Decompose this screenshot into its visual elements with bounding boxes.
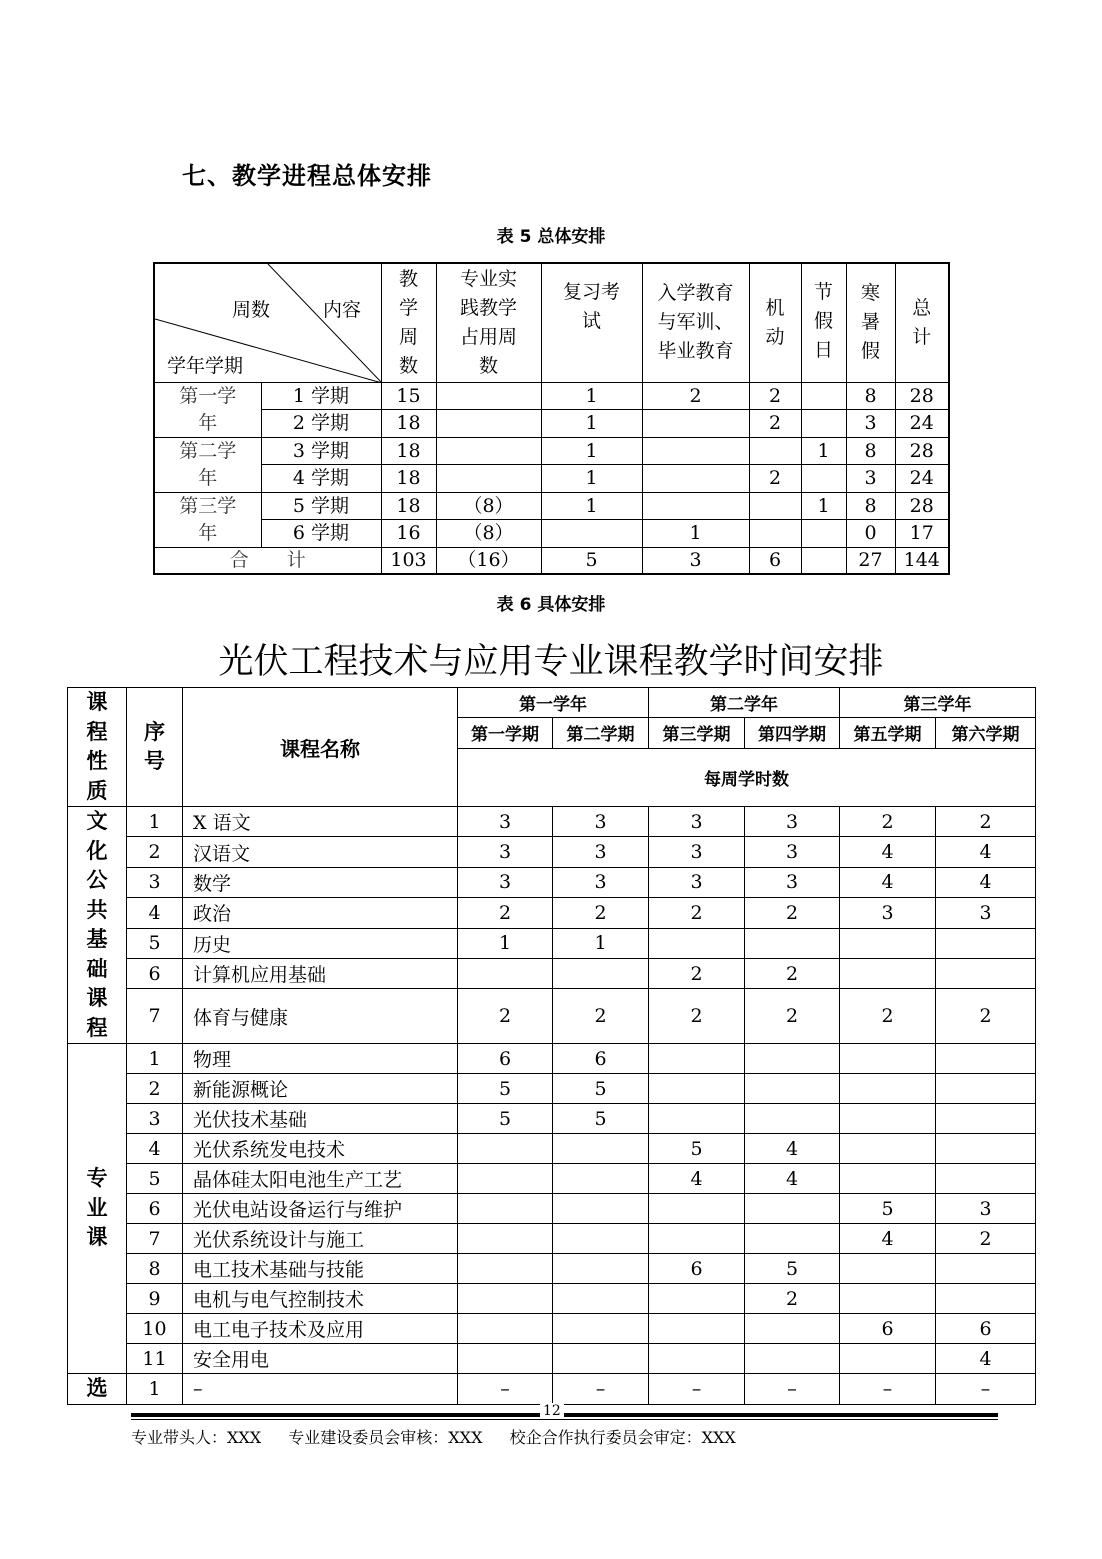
header-practice-weeks: 专业实践教学占用周数 bbox=[436, 263, 541, 382]
weekly-hours-cell: 2 bbox=[745, 958, 840, 988]
weekly-hours-cell: 2 bbox=[553, 989, 649, 1044]
weekly-hours-cell bbox=[458, 1224, 553, 1254]
weekly-hours-cell: 4 bbox=[936, 867, 1036, 897]
total-label: 合 计 bbox=[154, 547, 381, 574]
course-number: 3 bbox=[127, 1104, 183, 1134]
table-row bbox=[68, 898, 1036, 928]
weekly-hours-cell bbox=[745, 1074, 840, 1104]
weekly-hours-cell: 4 bbox=[936, 1344, 1036, 1374]
value-cell: 18 bbox=[381, 410, 436, 438]
course-number: 1 bbox=[127, 1374, 183, 1405]
course-name: 晶体硅太阳电池生产工艺 bbox=[183, 1164, 458, 1194]
weekly-hours-cell bbox=[649, 1284, 745, 1314]
weekly-hours-cell: 5 bbox=[553, 1104, 649, 1134]
total-cell bbox=[801, 547, 846, 574]
footer-rule-thick bbox=[131, 1413, 998, 1417]
weekly-hours-cell: 2 bbox=[840, 989, 936, 1044]
course-name: 物理 bbox=[183, 1044, 458, 1074]
course-name: 电工技术基础与技能 bbox=[183, 1254, 458, 1284]
value-cell: 2 bbox=[642, 382, 749, 410]
weekly-hours-cell: 5 bbox=[458, 1074, 553, 1104]
weekly-hours-cell bbox=[649, 928, 745, 958]
weekly-hours-cell bbox=[840, 1134, 936, 1164]
corner-label-year-term: 学年学期 bbox=[167, 355, 244, 377]
course-name: 电工电子技术及应用 bbox=[183, 1314, 458, 1344]
value-cell bbox=[642, 492, 749, 520]
value-cell bbox=[436, 437, 541, 465]
course-name: 电机与电气控制技术 bbox=[183, 1284, 458, 1314]
weekly-hours-cell: – bbox=[745, 1374, 840, 1405]
table-row bbox=[68, 1194, 1036, 1224]
value-cell bbox=[436, 465, 541, 493]
term-cell: 5 学期 bbox=[261, 492, 381, 520]
weekly-hours-cell: 2 bbox=[553, 898, 649, 928]
course-number: 11 bbox=[127, 1344, 183, 1374]
course-name: 光伏电站设备运行与维护 bbox=[183, 1194, 458, 1224]
value-cell bbox=[749, 520, 801, 548]
weekly-hours-cell: 4 bbox=[936, 837, 1036, 867]
total-cell: 144 bbox=[895, 547, 949, 574]
value-cell: 1 bbox=[801, 492, 846, 520]
value-cell: 18 bbox=[381, 465, 436, 493]
table-row bbox=[68, 1164, 1036, 1194]
weekly-hours-cell: 6 bbox=[936, 1314, 1036, 1344]
weekly-hours-cell bbox=[936, 1164, 1036, 1194]
weekly-hours-cell: 4 bbox=[840, 837, 936, 867]
header-holidays: 节假日 bbox=[801, 263, 846, 382]
course-number: 7 bbox=[127, 989, 183, 1044]
value-cell bbox=[642, 410, 749, 438]
weekly-hours-cell: 4 bbox=[745, 1164, 840, 1194]
course-number: 7 bbox=[127, 1224, 183, 1254]
value-cell: 2 bbox=[749, 382, 801, 410]
course-category: 专业课 bbox=[68, 1044, 127, 1374]
weekly-hours-cell: 3 bbox=[553, 807, 649, 837]
value-cell: 15 bbox=[381, 382, 436, 410]
weekly-hours-cell: 3 bbox=[458, 837, 553, 867]
header-flexible: 机动 bbox=[749, 263, 801, 382]
footer-coop-approval: 校企合作执行委员会审定：XXX bbox=[509, 1428, 736, 1447]
course-number: 3 bbox=[127, 867, 183, 897]
value-cell: 28 bbox=[895, 437, 949, 465]
weekly-hours-cell bbox=[745, 1314, 840, 1344]
header-vacation: 寒暑假 bbox=[846, 263, 895, 382]
weekly-hours-cell bbox=[649, 1044, 745, 1074]
value-cell: 8 bbox=[846, 492, 895, 520]
weekly-hours-cell bbox=[936, 1104, 1036, 1134]
weekly-hours-cell bbox=[458, 1134, 553, 1164]
weekly-hours-cell bbox=[553, 1254, 649, 1284]
page-number: 12 bbox=[540, 1403, 564, 1419]
value-cell bbox=[749, 492, 801, 520]
year-cell: 第一学年 bbox=[154, 382, 261, 437]
weekly-hours-cell: 5 bbox=[840, 1194, 936, 1224]
table5-caption: 表 5 总体安排 bbox=[496, 227, 606, 247]
weekly-hours-cell bbox=[840, 1284, 936, 1314]
weekly-hours-cell: 3 bbox=[553, 867, 649, 897]
weekly-hours-cell: 3 bbox=[745, 807, 840, 837]
weekly-hours-cell bbox=[458, 1194, 553, 1224]
term-cell: 4 学期 bbox=[261, 465, 381, 493]
weekly-hours-cell: 5 bbox=[458, 1104, 553, 1134]
weekly-hours-cell: 2 bbox=[745, 898, 840, 928]
weekly-hours-cell bbox=[840, 958, 936, 988]
weekly-hours-cell bbox=[553, 1224, 649, 1254]
weekly-hours-cell: 3 bbox=[745, 837, 840, 867]
value-cell: 2 bbox=[749, 410, 801, 438]
header-weekly-hours: 每周学时数 bbox=[458, 748, 1036, 806]
table-row bbox=[68, 1044, 1036, 1074]
weekly-hours-cell bbox=[936, 1044, 1036, 1074]
value-cell: 24 bbox=[895, 410, 949, 438]
course-category: 选 bbox=[68, 1374, 127, 1405]
weekly-hours-cell bbox=[649, 1074, 745, 1104]
weekly-hours-cell bbox=[936, 1134, 1036, 1164]
table-row bbox=[68, 867, 1036, 897]
course-name: 汉语文 bbox=[183, 837, 458, 867]
value-cell bbox=[801, 382, 846, 410]
footer-lead: 专业带头人：XXX bbox=[131, 1428, 262, 1447]
weekly-hours-cell bbox=[458, 1164, 553, 1194]
course-name: 历史 bbox=[183, 928, 458, 958]
weekly-hours-cell: 4 bbox=[840, 1224, 936, 1254]
header-year: 第二学年 bbox=[649, 688, 840, 718]
weekly-hours-cell: 2 bbox=[649, 898, 745, 928]
weekly-hours-cell bbox=[745, 1044, 840, 1074]
value-cell: 1 bbox=[801, 437, 846, 465]
weekly-hours-cell bbox=[745, 1344, 840, 1374]
weekly-hours-cell bbox=[649, 1194, 745, 1224]
weekly-hours-cell bbox=[936, 1284, 1036, 1314]
weekly-hours-cell: 3 bbox=[553, 837, 649, 867]
value-cell: 1 bbox=[541, 410, 642, 438]
weekly-hours-cell: 2 bbox=[936, 989, 1036, 1044]
header-year: 第三学年 bbox=[840, 688, 1036, 718]
table-row bbox=[68, 989, 1036, 1044]
weekly-hours-cell: 2 bbox=[649, 958, 745, 988]
weekly-hours-cell bbox=[936, 928, 1036, 958]
value-cell: 8 bbox=[846, 437, 895, 465]
table-row bbox=[68, 1344, 1036, 1374]
weekly-hours-cell bbox=[840, 1164, 936, 1194]
header-course-nature: 课程性质 bbox=[68, 688, 127, 807]
course-name: 新能源概论 bbox=[183, 1074, 458, 1104]
value-cell: 8 bbox=[846, 382, 895, 410]
course-number: 4 bbox=[127, 1134, 183, 1164]
weekly-hours-cell bbox=[458, 1284, 553, 1314]
value-cell: 2 bbox=[749, 465, 801, 493]
course-number: 1 bbox=[127, 1044, 183, 1074]
term-cell: 1 学期 bbox=[261, 382, 381, 410]
weekly-hours-cell bbox=[553, 958, 649, 988]
weekly-hours-cell bbox=[458, 1344, 553, 1374]
weekly-hours-cell: 3 bbox=[936, 1194, 1036, 1224]
weekly-hours-cell: 3 bbox=[840, 898, 936, 928]
weekly-hours-cell: 2 bbox=[458, 898, 553, 928]
value-cell bbox=[801, 520, 846, 548]
weekly-hours-cell: 1 bbox=[553, 928, 649, 958]
value-cell bbox=[642, 437, 749, 465]
footer-committee-review: 专业建设委员会审核：XXX bbox=[288, 1428, 483, 1447]
header-seq-no: 序号 bbox=[127, 688, 183, 807]
weekly-hours-cell bbox=[553, 1314, 649, 1344]
weekly-hours-cell: 3 bbox=[649, 807, 745, 837]
weekly-hours-cell: 5 bbox=[745, 1254, 840, 1284]
corner-header-cell bbox=[154, 263, 381, 382]
footer-signatures bbox=[131, 1425, 758, 1448]
course-number: 5 bbox=[127, 1164, 183, 1194]
course-name: 体育与健康 bbox=[183, 989, 458, 1044]
weekly-hours-cell: 1 bbox=[458, 928, 553, 958]
course-name: – bbox=[183, 1374, 458, 1405]
weekly-hours-cell: 2 bbox=[745, 989, 840, 1044]
value-cell: 1 bbox=[541, 382, 642, 410]
weekly-hours-cell: 3 bbox=[649, 867, 745, 897]
course-name: 光伏系统设计与施工 bbox=[183, 1224, 458, 1254]
value-cell: 1 bbox=[642, 520, 749, 548]
course-number: 6 bbox=[127, 958, 183, 988]
course-number: 2 bbox=[127, 1074, 183, 1104]
course-name: 安全用电 bbox=[183, 1344, 458, 1374]
weekly-hours-cell: 6 bbox=[458, 1044, 553, 1074]
table6-caption: 表 6 具体安排 bbox=[496, 595, 606, 615]
course-name: 光伏系统发电技术 bbox=[183, 1134, 458, 1164]
term-cell: 3 学期 bbox=[261, 437, 381, 465]
weekly-hours-cell bbox=[936, 1074, 1036, 1104]
value-cell bbox=[801, 465, 846, 493]
weekly-hours-cell: 3 bbox=[745, 867, 840, 897]
weekly-hours-cell: 6 bbox=[649, 1254, 745, 1284]
weekly-hours-cell bbox=[840, 1344, 936, 1374]
corner-label-content: 内容 bbox=[323, 299, 362, 321]
total-cell: 6 bbox=[749, 547, 801, 574]
schedule-title: 光伏工程技术与应用专业课程教学时间安排 bbox=[218, 642, 884, 682]
header-total: 总计 bbox=[895, 263, 949, 382]
weekly-hours-cell: 4 bbox=[649, 1164, 745, 1194]
header-teaching-weeks: 教学周数 bbox=[381, 263, 436, 382]
total-cell: 5 bbox=[541, 547, 642, 574]
weekly-hours-cell bbox=[649, 1344, 745, 1374]
weekly-hours-cell bbox=[745, 1224, 840, 1254]
weekly-hours-cell: 3 bbox=[458, 867, 553, 897]
course-number: 2 bbox=[127, 837, 183, 867]
value-cell: 24 bbox=[895, 465, 949, 493]
header-year: 第一学年 bbox=[458, 688, 649, 718]
value-cell: （8） bbox=[436, 520, 541, 548]
weekly-hours-cell: 6 bbox=[840, 1314, 936, 1344]
table-row bbox=[68, 958, 1036, 988]
table-row bbox=[68, 1104, 1036, 1134]
value-cell: 1 bbox=[541, 465, 642, 493]
course-number: 8 bbox=[127, 1254, 183, 1284]
weekly-hours-cell bbox=[745, 1104, 840, 1134]
header-term: 第五学期 bbox=[840, 717, 936, 748]
course-number: 5 bbox=[127, 928, 183, 958]
course-number: 1 bbox=[127, 807, 183, 837]
value-cell: 1 bbox=[541, 437, 642, 465]
weekly-hours-cell bbox=[936, 958, 1036, 988]
weekly-hours-cell: 5 bbox=[649, 1134, 745, 1164]
total-cell: 3 bbox=[642, 547, 749, 574]
table-row bbox=[68, 807, 1036, 837]
section-title: 七、教学进程总体安排 bbox=[182, 162, 432, 190]
course-name: 计算机应用基础 bbox=[183, 958, 458, 988]
value-cell: 18 bbox=[381, 492, 436, 520]
course-number: 10 bbox=[127, 1314, 183, 1344]
year-cell: 第二学年 bbox=[154, 437, 261, 492]
course-category: 文化公共基础课程 bbox=[68, 807, 127, 1044]
course-name: 光伏技术基础 bbox=[183, 1104, 458, 1134]
weekly-hours-cell bbox=[553, 1164, 649, 1194]
term-cell: 2 学期 bbox=[261, 410, 381, 438]
header-term: 第三学期 bbox=[649, 717, 745, 748]
weekly-hours-cell: – bbox=[649, 1374, 745, 1405]
weekly-hours-cell: 2 bbox=[936, 1224, 1036, 1254]
weekly-hours-cell bbox=[840, 1254, 936, 1284]
weekly-hours-cell: 2 bbox=[745, 1284, 840, 1314]
header-term: 第一学期 bbox=[458, 717, 553, 748]
value-cell: 1 bbox=[541, 492, 642, 520]
value-cell: 17 bbox=[895, 520, 949, 548]
table-row bbox=[68, 928, 1036, 958]
weekly-hours-cell: 6 bbox=[553, 1044, 649, 1074]
total-cell: 103 bbox=[381, 547, 436, 574]
weekly-hours-cell bbox=[840, 1044, 936, 1074]
weekly-hours-cell: 3 bbox=[649, 837, 745, 867]
weekly-hours-cell bbox=[553, 1194, 649, 1224]
header-course-name: 课程名称 bbox=[183, 688, 458, 807]
weekly-hours-cell: 4 bbox=[840, 867, 936, 897]
weekly-hours-cell bbox=[458, 1314, 553, 1344]
weekly-hours-cell: 2 bbox=[649, 989, 745, 1044]
weekly-hours-cell bbox=[745, 928, 840, 958]
value-cell bbox=[436, 410, 541, 438]
total-cell: （16） bbox=[436, 547, 541, 574]
table-row bbox=[68, 1074, 1036, 1104]
weekly-hours-cell: 4 bbox=[745, 1134, 840, 1164]
value-cell bbox=[801, 410, 846, 438]
corner-label-weeks: 周数 bbox=[232, 299, 271, 321]
value-cell bbox=[541, 520, 642, 548]
weekly-hours-cell: – bbox=[840, 1374, 936, 1405]
table-row bbox=[68, 837, 1036, 867]
weekly-hours-cell bbox=[840, 928, 936, 958]
header-term: 第二学期 bbox=[553, 717, 649, 748]
weekly-hours-cell: 3 bbox=[458, 807, 553, 837]
course-name: 政治 bbox=[183, 898, 458, 928]
weekly-hours-cell bbox=[840, 1074, 936, 1104]
table-row bbox=[68, 1284, 1036, 1314]
course-number: 6 bbox=[127, 1194, 183, 1224]
term-cell: 6 学期 bbox=[261, 520, 381, 548]
weekly-hours-cell bbox=[745, 1194, 840, 1224]
weekly-hours-cell: – bbox=[553, 1374, 649, 1405]
course-number: 9 bbox=[127, 1284, 183, 1314]
course-name: 数学 bbox=[183, 867, 458, 897]
weekly-hours-cell bbox=[840, 1104, 936, 1134]
weekly-hours-cell bbox=[649, 1314, 745, 1344]
value-cell: 3 bbox=[846, 465, 895, 493]
weekly-hours-cell bbox=[553, 1344, 649, 1374]
value-cell: 16 bbox=[381, 520, 436, 548]
header-orientation: 入学教育与军训、毕业教育 bbox=[642, 263, 749, 382]
weekly-hours-cell: 2 bbox=[840, 807, 936, 837]
course-schedule-table bbox=[67, 687, 1036, 1405]
overall-schedule-table bbox=[153, 262, 950, 575]
weekly-hours-cell bbox=[553, 1134, 649, 1164]
table-row bbox=[68, 1254, 1036, 1284]
course-name: X 语文 bbox=[183, 807, 458, 837]
table-row bbox=[68, 1374, 1036, 1405]
weekly-hours-cell bbox=[649, 1224, 745, 1254]
year-cell: 第三学年 bbox=[154, 492, 261, 547]
value-cell bbox=[642, 465, 749, 493]
weekly-hours-cell bbox=[458, 1254, 553, 1284]
header-review-exam: 复习考试 bbox=[541, 263, 642, 382]
weekly-hours-cell: – bbox=[936, 1374, 1036, 1405]
weekly-hours-cell bbox=[553, 1284, 649, 1314]
weekly-hours-cell: 3 bbox=[936, 898, 1036, 928]
weekly-hours-cell bbox=[936, 1254, 1036, 1284]
value-cell: 3 bbox=[846, 410, 895, 438]
total-cell: 27 bbox=[846, 547, 895, 574]
table-row bbox=[68, 1314, 1036, 1344]
table-row bbox=[68, 1224, 1036, 1254]
header-term: 第四学期 bbox=[745, 717, 840, 748]
value-cell bbox=[436, 382, 541, 410]
footer-rule-thin bbox=[131, 1419, 998, 1420]
value-cell: 28 bbox=[895, 492, 949, 520]
weekly-hours-cell bbox=[458, 958, 553, 988]
value-cell: 18 bbox=[381, 437, 436, 465]
value-cell: 28 bbox=[895, 382, 949, 410]
value-cell: （8） bbox=[436, 492, 541, 520]
weekly-hours-cell: 5 bbox=[553, 1074, 649, 1104]
table-row bbox=[68, 1134, 1036, 1164]
value-cell bbox=[749, 437, 801, 465]
weekly-hours-cell: – bbox=[458, 1374, 553, 1405]
weekly-hours-cell bbox=[649, 1104, 745, 1134]
header-term: 第六学期 bbox=[936, 717, 1036, 748]
weekly-hours-cell: 2 bbox=[936, 807, 1036, 837]
value-cell: 0 bbox=[846, 520, 895, 548]
weekly-hours-cell: 2 bbox=[458, 989, 553, 1044]
course-number: 4 bbox=[127, 898, 183, 928]
